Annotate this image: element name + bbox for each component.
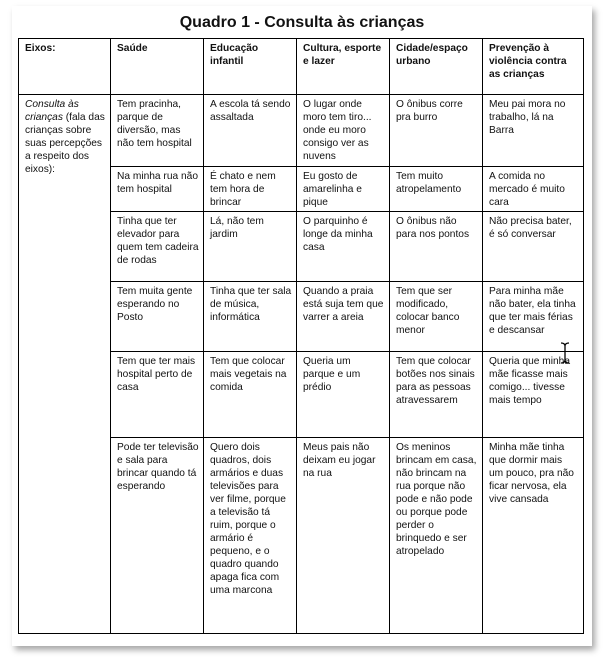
table-cell: Tem que colocar mais vegetais na comida [204,352,297,438]
side-label-rest: (fala das crianças sobre suas percepções a respeito dos eixos): [25,112,105,175]
table-cell: Tem que ser modificado, colocar banco menor [390,282,483,352]
table-cell: Tinha que ter sala de música, informática [204,282,297,352]
table-cell: Os meninos brincam em casa, não brincam na rua porque não pode e não pode ou porque pode perder o brinquedo e ser atropelado [390,438,483,634]
page-title: Quadro 1 - Consulta às crianças [179,14,425,31]
table-cell: Na minha rua não tem hospital [111,167,204,212]
table-cell: Meu pai mora no trabalho, lá na Barra [483,95,584,167]
header-cultura: Cultura, esporte e lazer [297,39,390,95]
header-eixos: Eixos: [19,39,111,95]
side-label-italic: Consulta às crianças [25,99,79,123]
table-cell: Tem muita gente esperando no Posto [111,282,204,352]
table-cell: Pode ter televisão e sala para brincar quando tá esperando [111,438,204,634]
table-cell: A escola tá sendo assaltada [204,95,297,167]
header-educacao: Educação infantil [204,39,297,95]
table-cell: Quero dois quadros, dois armários e duas televisões para ver filme, porque a televisão tá ruim, porque o armário é pequeno, e o quadro quando apaga fica com uma marcona [204,438,297,634]
header-row [19,39,584,95]
table-cell: O ônibus não para nos pontos [390,212,483,282]
table-cell: Lá, não tem jardim [204,212,297,282]
consultation-table [18,38,584,634]
table-cell: Tem muito atropelamento [390,167,483,212]
table-cell: O parquinho é longe da minha casa [297,212,390,282]
header-saude: Saúde [111,39,204,95]
table-cell: Minha mãe tinha que dormir mais um pouco, pra não ficar nervosa, ela vive cansada [483,438,584,634]
table-cell: Não precisa bater, é só conversar [483,212,584,282]
table-cell: O lugar onde moro tem tiro... onde eu moro consigo ver as nuvens [297,95,390,167]
header-cidade: Cidade/espaço urbano [390,39,483,95]
table-cell: Tem que ter mais hospital perto de casa [111,352,204,438]
table-cell: Tinha que ter elevador para quem tem cadeira de rodas [111,212,204,282]
table-cell: Quando a praia está suja tem que varrer a areia [297,282,390,352]
document-page [12,6,592,646]
table-cell: Eu gosto de amarelinha e pique [297,167,390,212]
table-cell: O ônibus corre pra burro [390,95,483,167]
side-label-cell [19,95,111,634]
table-cell: Queria que minha mãe ficasse mais comigo... tivesse mais tempo [483,352,584,438]
table-cell: Queria um parque e um prédio [297,352,390,438]
table-cell: Para minha mãe não bater, ela tinha que ter mais férias e descansar [483,282,584,352]
table-cell: Meus pais não deixam eu jogar na rua [297,438,390,634]
header-prevencao: Prevenção à violência contra as crianças [483,39,584,95]
text-cursor-icon [560,342,570,364]
table-cell: Tem pracinha, parque de diversão, mas não tem hospital [111,95,204,167]
table-cell: Tem que colocar botões nos sinais para as pessoas atravessarem [390,352,483,438]
table-row [19,95,584,167]
table-cell: É chato e nem tem hora de brincar [204,167,297,212]
table-cell: A comida no mercado é muito cara [483,167,584,212]
